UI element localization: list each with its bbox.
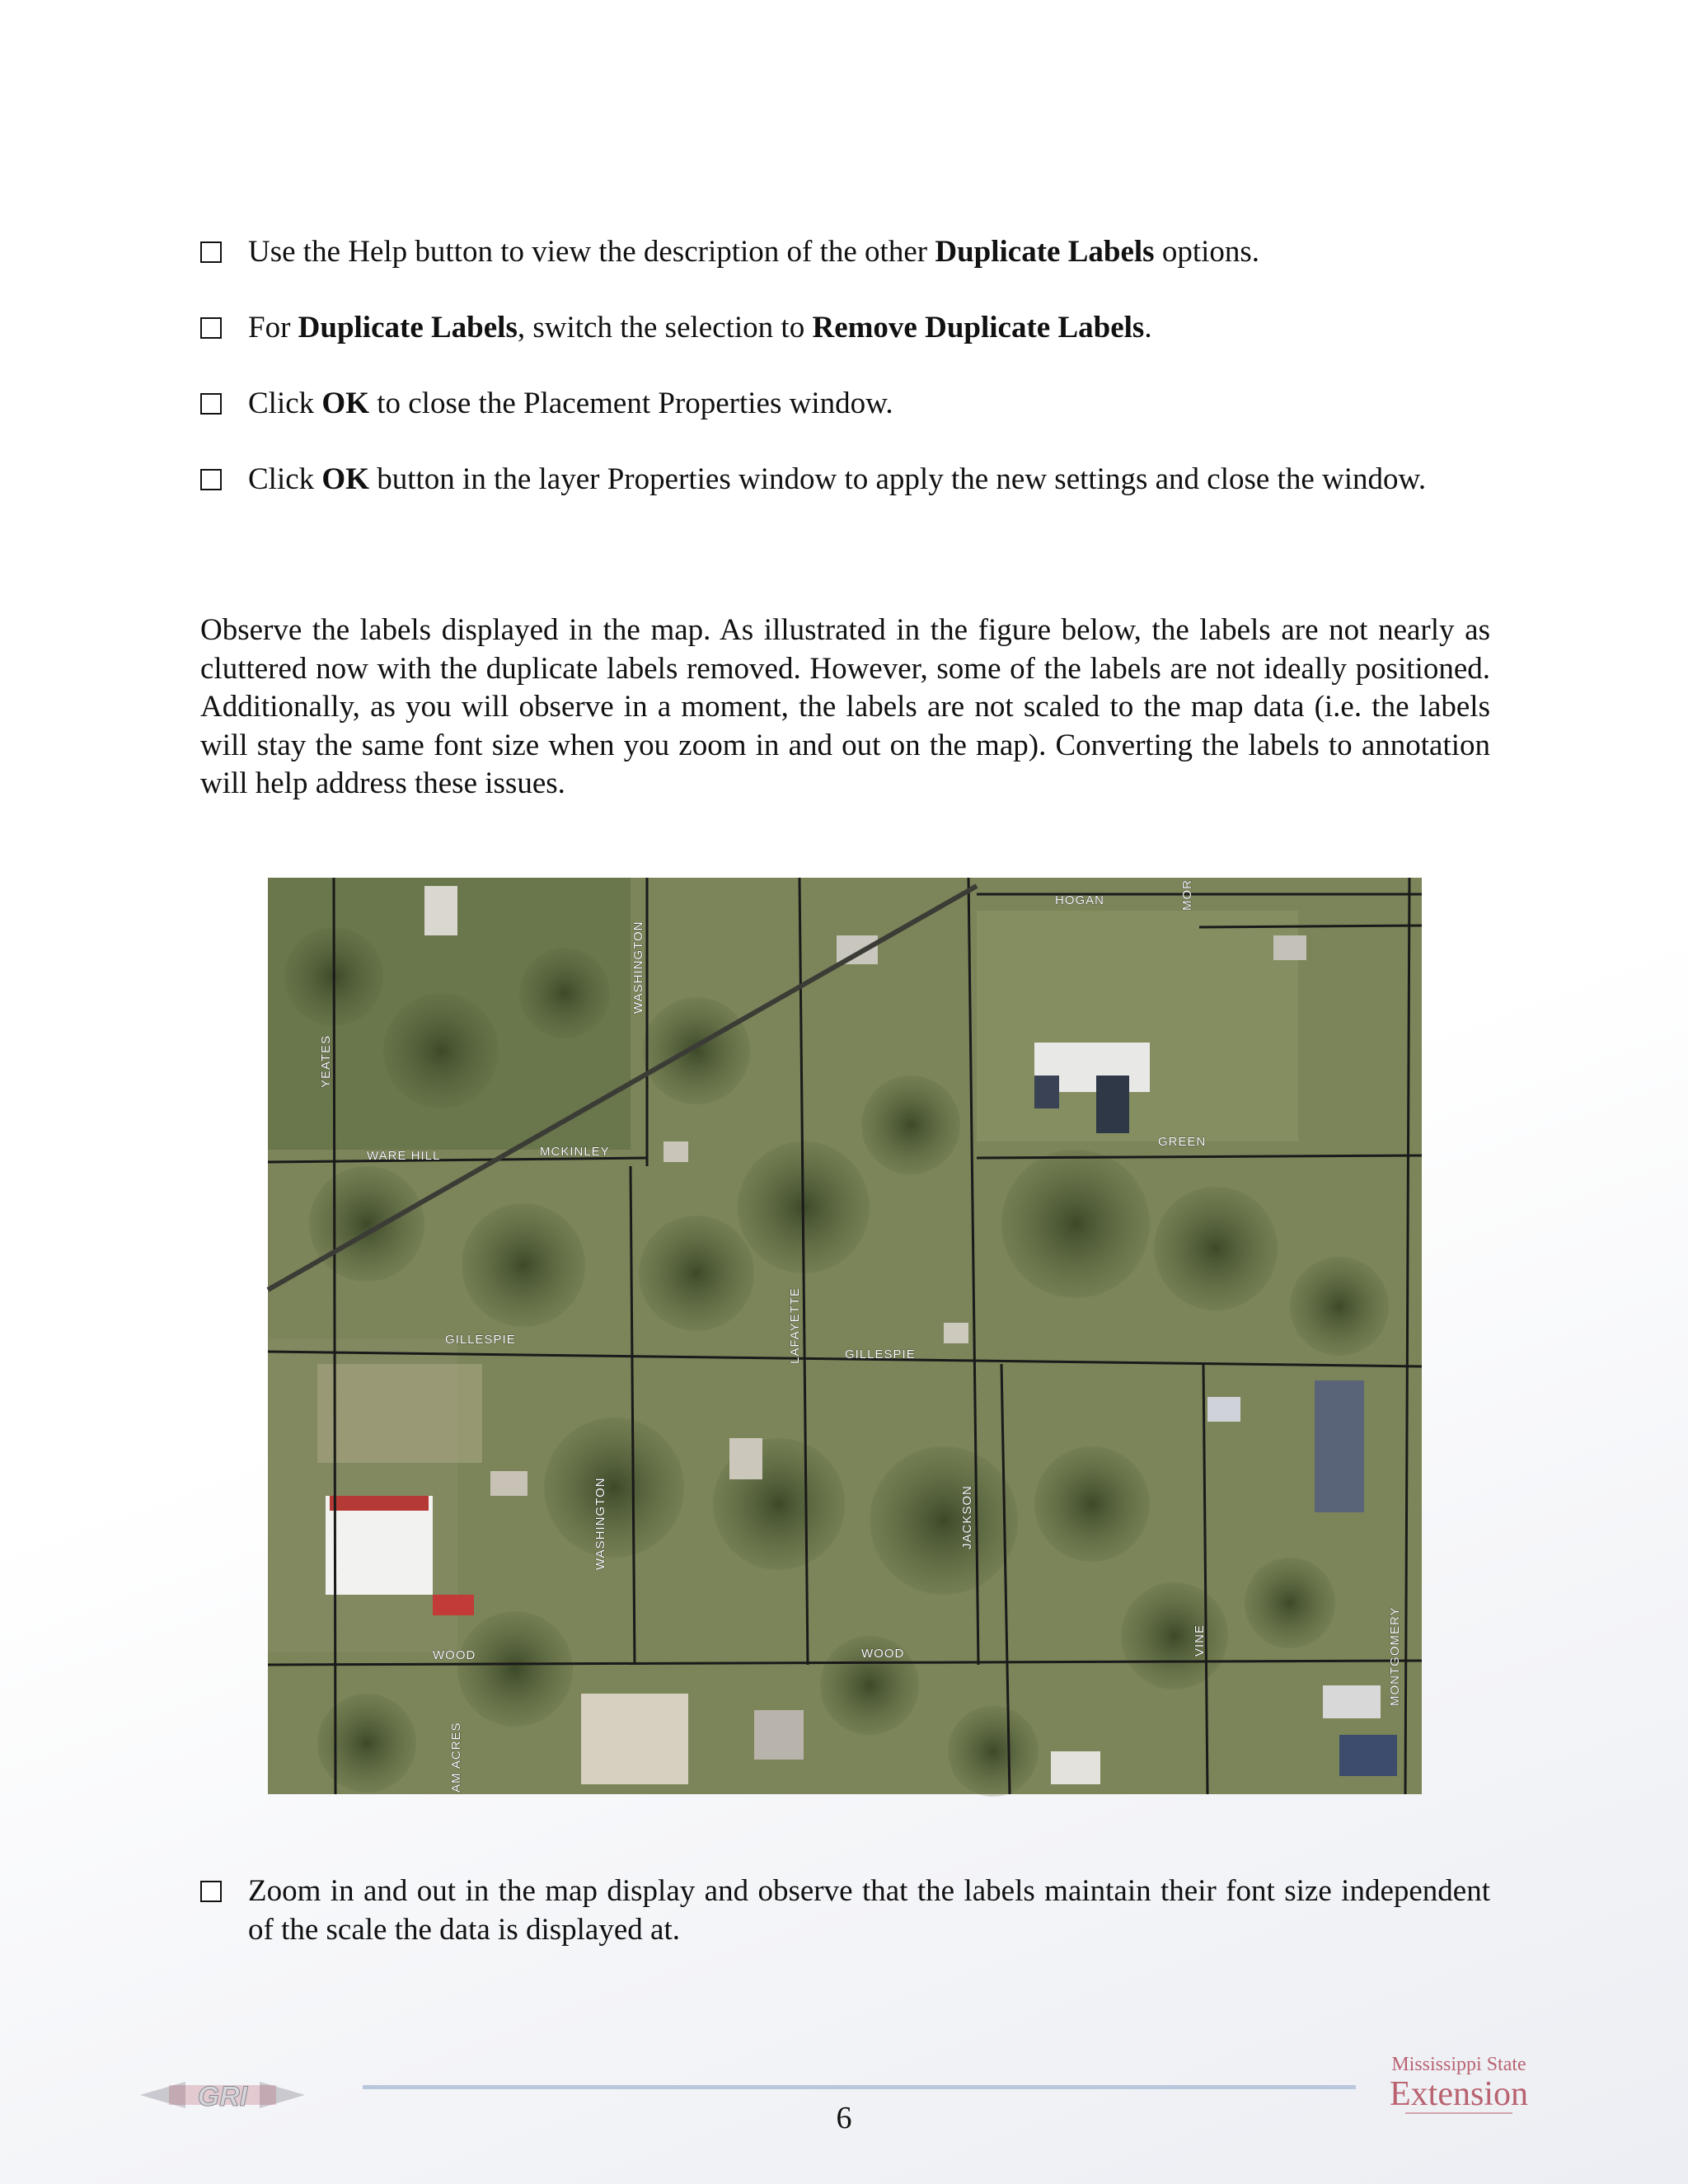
checkbox[interactable] (200, 241, 222, 263)
body-paragraph: Observe the labels displayed in the map. As illustrated in the figure below, the labels are not nearly as cluttered now with the duplicate labels removed. However, some of the labels are not ideally positioned. Additionally, as you will observe in a moment, the labels are not scaled to the map data (i.e. the labels will stay the same font size when you zoom in and out on the map). Converting the labels to annotation will help address these issues. (200, 613, 1490, 800)
gri-logo (136, 2070, 309, 2120)
checkbox[interactable] (200, 317, 222, 339)
svg-text:GRI: GRI (197, 2081, 248, 2112)
step-text: For Duplicate Labels, switch the selection to Remove Duplicate Labels. (248, 311, 1152, 344)
page-number: 6 (836, 2101, 852, 2135)
label-gillespie-right: GILLESPIE (845, 1347, 916, 1361)
label-green: GREEN (1158, 1135, 1207, 1149)
label-washington-top: WASHINGTON (631, 921, 645, 1014)
svg-text:Mississippi State: Mississippi State (1391, 2054, 1526, 2075)
checkbox[interactable] (200, 393, 222, 415)
label-ware-hill: WARE HILL (367, 1149, 441, 1163)
label-lafayette: LAFAYETTE (788, 1287, 802, 1364)
aerial-map (268, 878, 1422, 1794)
label-wood-right: WOOD (861, 1647, 905, 1661)
label-jackson: JACKSON (960, 1485, 974, 1549)
label-am-acres: AM ACRES (449, 1722, 463, 1793)
svg-text:Extension: Extension (1390, 2075, 1528, 2113)
footer-divider (363, 2085, 1356, 2089)
label-gillespie-left: GILLESPIE (445, 1333, 516, 1347)
msu-extension-logo (1390, 2046, 1528, 2128)
label-montgomery: MONTGOMERY (1388, 1606, 1402, 1706)
step-duplicate-labels (200, 308, 1490, 347)
step-text: Zoom in and out in the map display and observe that the labels maintain their font size independent of the scale the data is displayed at. (248, 1874, 1490, 1947)
label-hogan: HOGAN (1055, 893, 1105, 907)
step-help-button (200, 232, 1490, 271)
step-apply-settings (200, 460, 1490, 499)
step-close-placement (200, 384, 1490, 423)
label-mor: MOR (1180, 879, 1194, 911)
checkbox[interactable] (200, 1881, 222, 1902)
open-field (317, 1364, 482, 1463)
step-text: Click OK to close the Placement Properties window. (248, 387, 893, 420)
label-yeates: YEATES (319, 1034, 333, 1088)
label-washington-bottom: WASHINGTON (593, 1477, 607, 1570)
label-wood-left: WOOD (433, 1648, 476, 1662)
step-zoom (200, 1872, 1490, 1949)
label-mckinley: MCKINLEY (540, 1145, 610, 1159)
checkbox[interactable] (200, 469, 222, 490)
step-text: Click OK button in the layer Properties window to apply the new settings and close the window. (248, 462, 1427, 496)
label-vine: VINE (1193, 1624, 1207, 1657)
aerial-map-figure (268, 878, 1422, 1794)
step-text: Use the Help button to view the description of the other Duplicate Labels options. (248, 235, 1260, 269)
